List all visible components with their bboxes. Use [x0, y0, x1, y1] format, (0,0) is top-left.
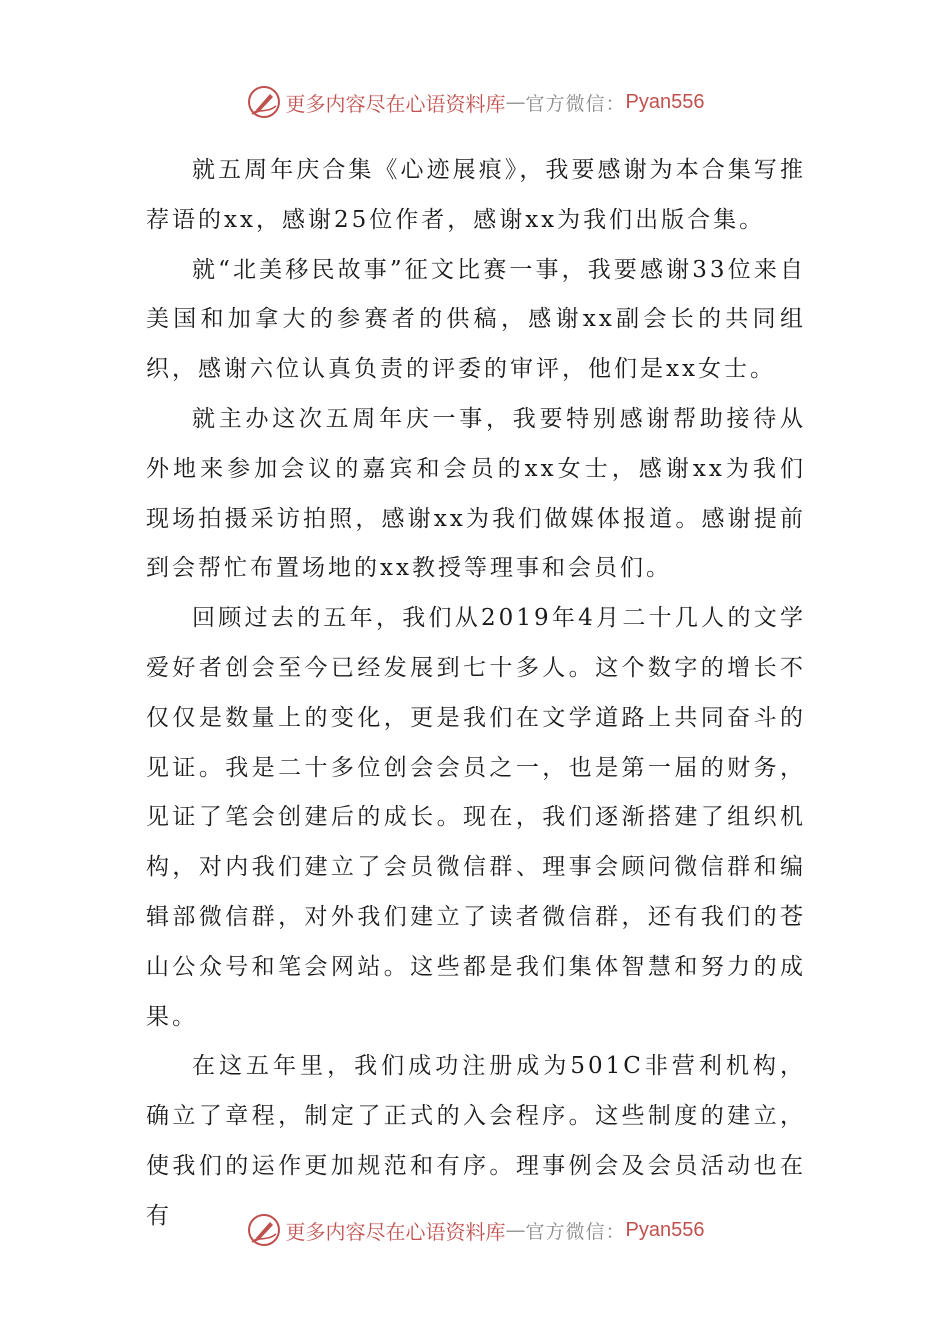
- pen-nib-logo-icon: [246, 1212, 282, 1248]
- paragraph-1: 就五周年庆合集《心迹展痕》，我要感谢为本合集写推荐语的xx，感谢25位作者，感谢xx为我们出版合集。: [146, 157, 806, 233]
- paragraph-2: 就“北美移民故事”征文比赛一事，我要感谢33位来自美国和加拿大的参赛者的供稿，感谢xx副会长的共同组织，感谢六位认真负责的评委的审评，他们是xx女士。: [146, 256, 806, 383]
- header-brand-text: 更多内容尽在心语资料库: [285, 91, 506, 116]
- footer-official-label: 官方微信：: [525, 1220, 626, 1243]
- header-separator: —: [505, 90, 526, 114]
- footer-wechat-id: Pyan556: [625, 1218, 705, 1241]
- header-official-label: 官方微信：: [525, 92, 626, 115]
- header-banner: [0, 80, 950, 124]
- document-body: [146, 146, 806, 1242]
- paragraph-3: 就主办这次五周年庆一事，我要特别感谢帮助接待从外地来参加会议的嘉宾和会员的xx女士，感谢xx为我们现场拍摄采访拍照，感谢xx为我们做媒体报道。感谢提前到会帮忙布置场地的xx教授等理事和会员们。: [146, 405, 806, 582]
- footer-brand-text: 更多内容尽在心语资料库: [285, 1219, 506, 1244]
- footer-banner: [0, 1208, 950, 1252]
- paragraph-5: 在这五年里，我们成功注册成为501C非营利机构，确立了章程，制定了正式的入会程序。这些制度的建立，使我们的运作更加规范和有序。理事例会及会员活动也在有: [146, 1053, 806, 1229]
- header-wechat-id: Pyan556: [625, 90, 705, 113]
- footer-separator: —: [505, 1218, 526, 1242]
- paragraph-4: 回顾过去的五年，我们从2019年4月二十几人的文学爱好者创会至今已经发展到七十多人。这个数字的增长不仅仅是数量上的变化，更是我们在文学道路上共同奋斗的见证。我是二十多位创会会员之一，也是第一届的财务，见证了笔会创建后的成长。现在，我们逐渐搭建了组织机构，对内我们建立了会员微信群、理事会顾问微信群和编辑部微信群，对外我们建立了读者微信群，还有我们的苍山公众号和笔会网站。这些都是我们集体智慧和努力的成果。: [146, 605, 806, 1030]
- pen-nib-logo-icon: [246, 84, 282, 120]
